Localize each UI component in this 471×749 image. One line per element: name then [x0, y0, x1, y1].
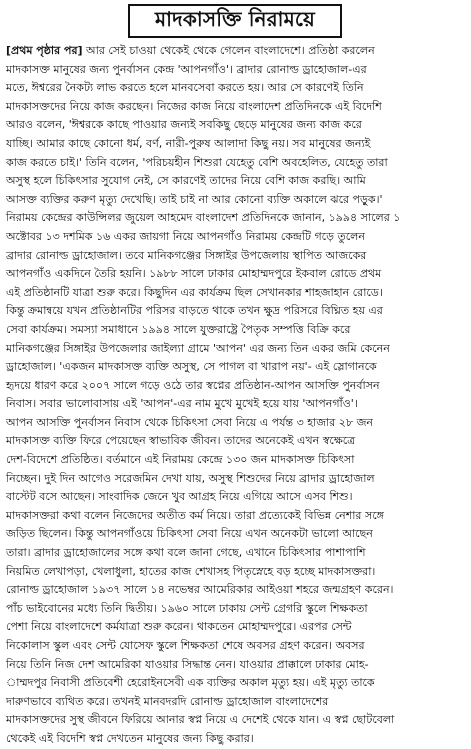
- article-line: [6, 470, 465, 489]
- article-line: [6, 637, 465, 656]
- article-line-text: পেশা নিয়ে বাংলাদেশে কর্মযাত্রা শুরু করেন। থাকতেন মোহাম্মদপুরে। এরপর সেন্ট: [6, 620, 352, 634]
- article-line-text: ব্রাদার রোনাল্ড ড্রাহোজাল। তবে মানিকগঞ্জের সিঙ্গাইর উপজেলায় স্থাপিত আজকের: [6, 248, 367, 262]
- article-line: [6, 228, 465, 247]
- article-line: [6, 209, 465, 228]
- article-line-text: ড্রাহোজাল। 'একজন মাদকাসক্ত ব্যক্তি অসুস্থ, সে পাগল বা খারাপ নয়'- এই স্লোগানকে: [6, 360, 377, 374]
- article-line: [6, 116, 465, 135]
- article-line: [6, 340, 465, 359]
- article-line-text: নিরাময় কেন্দ্রের কাউন্সিলর জুয়েল আহমেদ বাংলাদেশ প্রতিদিনকে জানান, ১৯৯৪ সালের ১: [6, 211, 401, 225]
- article-line-text: আর সেই চাওয়া থেকেই থেকে গেলেন বাংলাদেশে। প্রতিষ্ঠা করলেন: [82, 44, 375, 57]
- article-line-text: নিচ্ছেন। দুই দিন আগেও সরেজমিন দেখা যায়, অসুস্থ শিশুদের নিয়ে ব্রাদার ড্রাহোজাল: [6, 471, 375, 485]
- article-line: [6, 451, 465, 470]
- article-line: [6, 79, 465, 98]
- article-line-text: মতে, ঈশ্বরের নৈকট্য লাভ করতে হলে মানবসেবা করতে হয়। আর সে কারণেই তিনি: [6, 81, 364, 95]
- article-line: [6, 358, 465, 377]
- article-line: [6, 674, 465, 693]
- article-line: [6, 488, 465, 507]
- article-line-text: নিয়মিত লেখাপড়া, খেলাধুলা, হাতের কাজ শেখাসহ পিতৃস্নেহে বড় হচ্ছে মাদকাসক্তরা।: [6, 564, 376, 578]
- article-line: [6, 321, 465, 340]
- article-line-text: কিন্তু ক্রমান্বয়ে যখন প্রতিষ্ঠানটির পরিসর বাড়তে থাকে তখন ক্ষুদ্র পরিসরে বিঘ্নিত হয় এর: [6, 304, 383, 318]
- article-line: [6, 247, 465, 266]
- article-line: [6, 693, 465, 712]
- article-line-text: মাদকাসক্তরা কথা বলেন নিজেদের অতীত কর্ম নিয়ে। তারা প্রত্যেকেই বিভিন্ন নেশার সঙ্গে: [6, 508, 384, 522]
- article-line: [6, 600, 465, 619]
- article-line-text: মাদকাসক্ত ব্যক্তি ফিরে পেয়েছেন স্বাভাবিক জীবন। তাদের অনেকেই এখন স্বক্ষেত্রে: [6, 434, 356, 448]
- article-line: [6, 284, 465, 303]
- article-line: [6, 191, 465, 210]
- article-line: [6, 544, 465, 563]
- article-line-text: মানিকগঞ্জের সিঙ্গাইর উপজেলার জাইল্যা গ্রামে 'আপন' এর জন্য তিন একর জমি কেনেন: [6, 341, 390, 355]
- article-line-text: পাঁচ ভাইবোনের মধ্যে তিনি দ্বিতীয়। ১৯৬০ সালে ঢাকায় সেন্ট গ্রেগরি স্কুলে শিক্ষকতা: [6, 601, 368, 615]
- article-line: [6, 98, 465, 117]
- article-line-text: আপনগাঁও একদিনে তৈরি হয়নি। ১৯৮৮ সালে ঢাকার মোহাম্মদপুরে ইকবাল রোডে প্রথম: [6, 267, 382, 281]
- article-line: [6, 656, 465, 675]
- article-line-text: সেবা কার্যক্রম। সমস্যা সমাধানে ১৯৯৪ সালে যুক্তরাষ্ট্রে পৈতৃক সম্পত্তি বিক্রি করে: [6, 322, 351, 336]
- article-line: [6, 302, 465, 321]
- article-body: [6, 42, 465, 745]
- article-line-text: হৃদয়ে ধারণ করে ২০০৭ সালে গড়ে ওঠে তার স্বপ্নের প্রতিষ্ঠান-আপন আসক্তি পুনর্বাসন: [6, 378, 380, 392]
- article-line-text: আসক্ত ব্যক্তির করুণ মৃত্যু দেখেছি। তাই চাই না আর কোনো ব্যক্তি অকালে ঝরে পড়ুক।': [6, 192, 383, 206]
- article-line-text: নিয়ে তিনি নিজ দেশ আমেরিকা যাওয়ার সিদ্ধান্ত নেন। যাওয়ার প্রাক্কালে ঢাকার মোহ-: [6, 657, 369, 671]
- article-line-text: কাজ করতে চাই।' তিনি বলেন, 'পরিচয়হীন শিশুরা যেহেতু বেশি অবহেলিত, যেহেতু তারা: [6, 155, 388, 169]
- article-line-text: যাচ্ছি। আমার কাছে কোনো ধর্ম, বর্ণ, নারী-পুরুষ আলাদা কিছু নয়। সব মানুষের জন্যই: [6, 136, 371, 150]
- article-line-text: বাস্টেট বসে আছেন। সাংবাদিক জেনে খুব আগ্রহ নিয়ে এগিয়ে আসে এসব শিশু।: [6, 490, 353, 504]
- article-line: [6, 432, 465, 451]
- article-line-text: াম্মদপুর নিবাসী প্রতিবেশী হেরোইনসেবী এক ব্যক্তির অকাল মৃত্যু হয়। এই মৃত্যু তাকে: [6, 676, 375, 690]
- article-line-text: রোনাল্ড ড্রাহোজাল ১৯৩৭ সালে ১৪ নভেম্বর আমেরিকার আইওয়া শহরে জন্মগ্রহণ করেন।: [6, 583, 394, 597]
- article-line: [6, 42, 465, 61]
- article-line: [6, 730, 465, 749]
- article-line: [6, 711, 465, 730]
- article-line-text: মাদকাসক্তদের সুস্থ জীবনে ফিরিয়ে আনার স্বপ্ন নিয়ে এ দেশেই থেকে যান। এ স্বপ্ন ছোটবেলা: [6, 713, 395, 727]
- article-line-text: থেকেই এই বিদেশি স্বপ্ন দেখতেন মানুষের জন্য কিছু করার।: [6, 731, 254, 745]
- article-line-text: নিবাস। সবার ভালোবাসায় এই 'আপন'-এর নাম মুখে মুখেই হয়ে যায় 'আপনগাঁও'।: [6, 397, 358, 411]
- article-line-text: জড়িত ছিলেন। কিন্তু আপনগাঁওয়ে চিকিৎসা সেবা নিয়ে এখন অনেকটা ভালো আছেন: [6, 527, 373, 541]
- continued-from-page-one-label: [প্রথম পৃষ্ঠার পর]: [6, 44, 83, 57]
- article-line-text: মাদকাসক্তদের নিয়ে কাজ করছেন। নিজের কাজ নিয়ে বাংলাদেশ প্রতিদিনকে এই বিদেশি: [6, 99, 382, 113]
- article-line: [6, 377, 465, 396]
- article-line: [6, 414, 465, 433]
- article-line: [6, 135, 465, 154]
- article-line: [6, 618, 465, 637]
- article-line-text: অসুস্থ হলে চিকিৎসার সুযোগ নেই, সে কারণেই তাদের নিয়ে বেশি কাজ করছি। আমি: [6, 174, 366, 188]
- article-line-text: আপন আসক্তি পুনর্বাসন নিবাস থেকে চিকিৎসা সেবা নিয়ে এ পর্যন্ত ৩ হাজার ২৮ জন: [6, 415, 373, 429]
- article-line: [6, 172, 465, 191]
- article-line-text: মাদকাসক্ত মানুষের জন্য পুনর্বাসন কেন্দ্র 'আপনগাঁও'। ব্রাদার রোনাল্ড ড্রাহোজাল-এর: [6, 62, 367, 76]
- article-line: [6, 507, 465, 526]
- article-line: [6, 525, 465, 544]
- article-line-text: তারা। ব্রাদার ড্রাহোজালের সঙ্গে কথা বলে জানা গেছে, এখানে চিকিৎসার পাশাপাশি: [6, 546, 366, 560]
- article-line: [6, 265, 465, 284]
- article-line-text: দেশ-বিদেশে প্রতিষ্ঠিত। বর্তমানে এই নিরাময় কেন্দ্রে ১৩০ জন মাদকাসক্ত চিকিৎসা: [6, 453, 355, 467]
- article-line-text: দারুণভাবে ব্যথিত করে। তখনই মানবদরদি রোনাল্ড ড্রাহোজাল বাংলাদেশের: [6, 694, 329, 708]
- article-line: [6, 581, 465, 600]
- article-line-text: এই প্রতিষ্ঠানটি যাত্রা শুরু করে। কিছুদিন এর কার্যক্রম ছিল সেখানকার শাহজাহান রোডে।: [6, 285, 383, 299]
- article-line: [6, 154, 465, 173]
- article-line: [6, 395, 465, 414]
- article-line-text: আরও বলেন, 'ঈশ্বরকে কাছে পাওয়ার জন্যই সবকিছু ছেড়ে মানুষের জন্য কাজ করে: [6, 118, 362, 132]
- article-line-text: অক্টোবর ১৩ দশমিক ১৬ একর জায়গা নিয়ে আপনগাঁও নিরাময় কেন্দ্রটি গড়ে তুলেন: [6, 229, 365, 243]
- headline: মাদকাসক্তি নিরাময়ে: [128, 4, 342, 38]
- article-line-text: নিকোলাস স্কুল এবং সেন্ট যোসেফ স্কুলে শিক্ষকতা শেষে অবসর গ্রহণ করেন। অবসর: [6, 639, 365, 652]
- article-line: [6, 61, 465, 80]
- article-line: [6, 563, 465, 582]
